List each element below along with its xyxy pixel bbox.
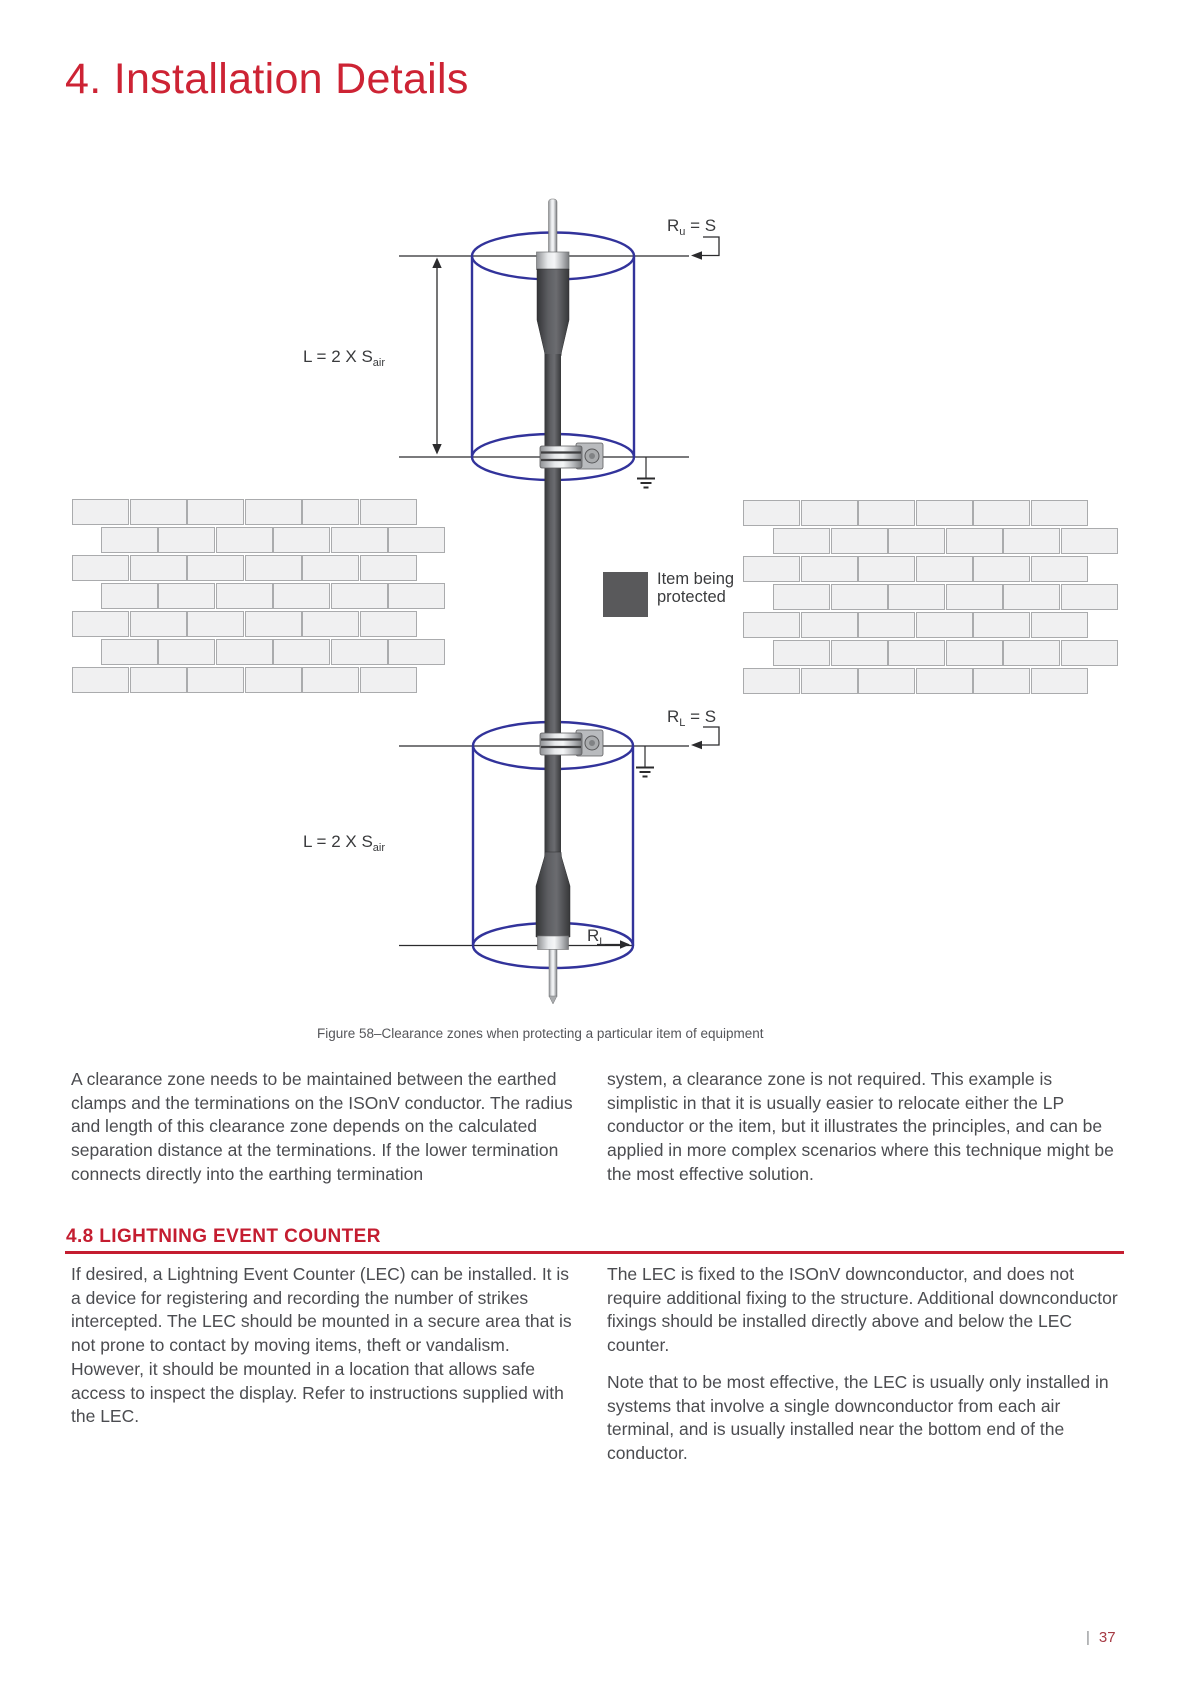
- brick: [101, 583, 158, 609]
- isonv-conductor: [536, 199, 570, 1004]
- ru-dimension-arrow: [691, 237, 719, 260]
- brick: [1031, 500, 1088, 526]
- brick: [858, 500, 915, 526]
- brick: [187, 555, 244, 581]
- brick: [130, 555, 187, 581]
- brick: [72, 611, 129, 637]
- brick: [743, 500, 800, 526]
- earth-clamp-lower: [540, 730, 603, 756]
- brick: [187, 499, 244, 525]
- brick: [1031, 612, 1088, 638]
- brick: [72, 555, 129, 581]
- brick: [130, 611, 187, 637]
- brick: [360, 499, 417, 525]
- brick: [801, 612, 858, 638]
- brick: [888, 584, 945, 610]
- brick: [216, 639, 273, 665]
- brick: [973, 556, 1030, 582]
- brick: [831, 528, 888, 554]
- section-heading-4-8: 4.8 LIGHTNING EVENT COUNTER: [66, 1226, 381, 1247]
- lec-paragraph-left: If desired, a Lightning Event Counter (LEC) can be installed. It is a device for registering and recording the number of strikes intercepted. The LEC should be mounted in a secure area that is not prone to contact by moving items, theft or vandalism. However, it should be mounted in a location that allows safe access to inspect the display. Refer to instructions supplied with the LEC.: [71, 1264, 572, 1427]
- brick: [360, 555, 417, 581]
- brick: [1031, 668, 1088, 694]
- brick: [273, 639, 330, 665]
- brick: [331, 527, 388, 553]
- brick: [331, 583, 388, 609]
- brick: [801, 668, 858, 694]
- brick: [1061, 528, 1118, 554]
- lec-paragraph-right-2: Note that to be most effective, the LEC is usually only installed in systems that involve a single downconductor from each air terminal, and is usually installed near the bottom end of the conductor.: [607, 1371, 1109, 1463]
- earth-clamp-upper: [540, 443, 603, 469]
- lec-paragraph-right-1: The LEC is fixed to the ISOnV downconductor, and does not require additional fixing to the structure. Additional downconductor fixings should be installed directly above and below the LEC counter.: [607, 1264, 1118, 1356]
- length-label-upper: L = 2 X $S_{air}$: [303, 347, 386, 369]
- brick: [360, 611, 417, 637]
- ru-equals-s-label: $R_u = S$: [667, 216, 717, 238]
- brick: [101, 639, 158, 665]
- brick: [1003, 584, 1060, 610]
- item-being-protected-label: Item being protected: [657, 570, 735, 607]
- brick: [743, 556, 800, 582]
- earth-ground-symbol-upper: [637, 457, 655, 488]
- brick: [916, 668, 973, 694]
- brick: [388, 583, 445, 609]
- length-dimension-arrow: [432, 258, 441, 455]
- page-title: 4. Installation Details: [65, 55, 469, 103]
- brick: [973, 612, 1030, 638]
- rl-radius-arrow: [597, 940, 630, 948]
- brick: [360, 667, 417, 693]
- brick: [801, 556, 858, 582]
- brick: [773, 640, 830, 666]
- brick: [302, 667, 359, 693]
- brick: [273, 583, 330, 609]
- brick: [858, 612, 915, 638]
- brick: [916, 612, 973, 638]
- brick: [302, 555, 359, 581]
- brick: [216, 583, 273, 609]
- rl-radius-label: $R_L$: [587, 926, 606, 948]
- brick: [1031, 556, 1088, 582]
- page-number-separator: |: [1086, 1629, 1090, 1646]
- brick: [158, 583, 215, 609]
- brick: [1003, 640, 1060, 666]
- length-label-lower: L = 2 X $S_{air}$: [303, 832, 386, 854]
- intro-paragraph-left: A clearance zone needs to be maintained between the earthed clamps and the terminations on the ISOnV conductor. The radius and length of this clearance zone depends on the calculated separation distance at the terminations. If the lower termination connects directly into the earthing termination: [71, 1069, 573, 1184]
- brick: [831, 640, 888, 666]
- brick: [888, 640, 945, 666]
- item-being-protected-swatch: [603, 572, 648, 617]
- brick: [946, 528, 1003, 554]
- brick: [946, 640, 1003, 666]
- brick: [245, 611, 302, 637]
- brick: [158, 639, 215, 665]
- lec-paragraphs-right: [607, 1263, 1121, 1466]
- brick: [158, 527, 215, 553]
- brick: [888, 528, 945, 554]
- page-number-value: 37: [1098, 1629, 1116, 1646]
- brick: [130, 667, 187, 693]
- section-divider-rule: [65, 1251, 1124, 1254]
- brick: [773, 528, 830, 554]
- brick: [858, 668, 915, 694]
- brick: [773, 584, 830, 610]
- brick: [743, 668, 800, 694]
- page-number: [1086, 1629, 1116, 1646]
- brick: [973, 500, 1030, 526]
- rl-dimension-arrow: [691, 727, 719, 749]
- brick: [916, 500, 973, 526]
- brick: [831, 584, 888, 610]
- brick: [302, 499, 359, 525]
- brick: [916, 556, 973, 582]
- brick: [130, 499, 187, 525]
- brick: [302, 611, 359, 637]
- figure-caption: Figure 58–Clearance zones when protecting a particular item of equipment: [317, 1026, 764, 1041]
- brick: [216, 527, 273, 553]
- brick: [946, 584, 1003, 610]
- brick: [245, 667, 302, 693]
- clearance-cylinder-upper: [472, 233, 634, 481]
- brick: [388, 639, 445, 665]
- brick: [1003, 528, 1060, 554]
- brick: [245, 555, 302, 581]
- brick: [801, 500, 858, 526]
- brick: [273, 527, 330, 553]
- brick: [101, 527, 158, 553]
- brick: [743, 612, 800, 638]
- clearance-cylinder-lower: [473, 722, 633, 968]
- brick: [187, 611, 244, 637]
- brick: [1061, 584, 1118, 610]
- brick: [858, 556, 915, 582]
- brick: [973, 668, 1030, 694]
- brick: [187, 667, 244, 693]
- brick: [245, 499, 302, 525]
- brick: [388, 527, 445, 553]
- intro-paragraph-right: system, a clearance zone is not required. This example is simplistic in that it is usually easier to relocate either the LP conductor or the item, but it illustrates the principles, and can be applied in more complex scenarios where this technique might be the most effective solution.: [607, 1069, 1114, 1184]
- brick: [1061, 640, 1118, 666]
- brick: [331, 639, 388, 665]
- rl-equals-s-label: $R_L = S$: [667, 707, 717, 729]
- earth-ground-symbol-lower: [636, 746, 654, 777]
- brick: [72, 667, 129, 693]
- brick: [72, 499, 129, 525]
